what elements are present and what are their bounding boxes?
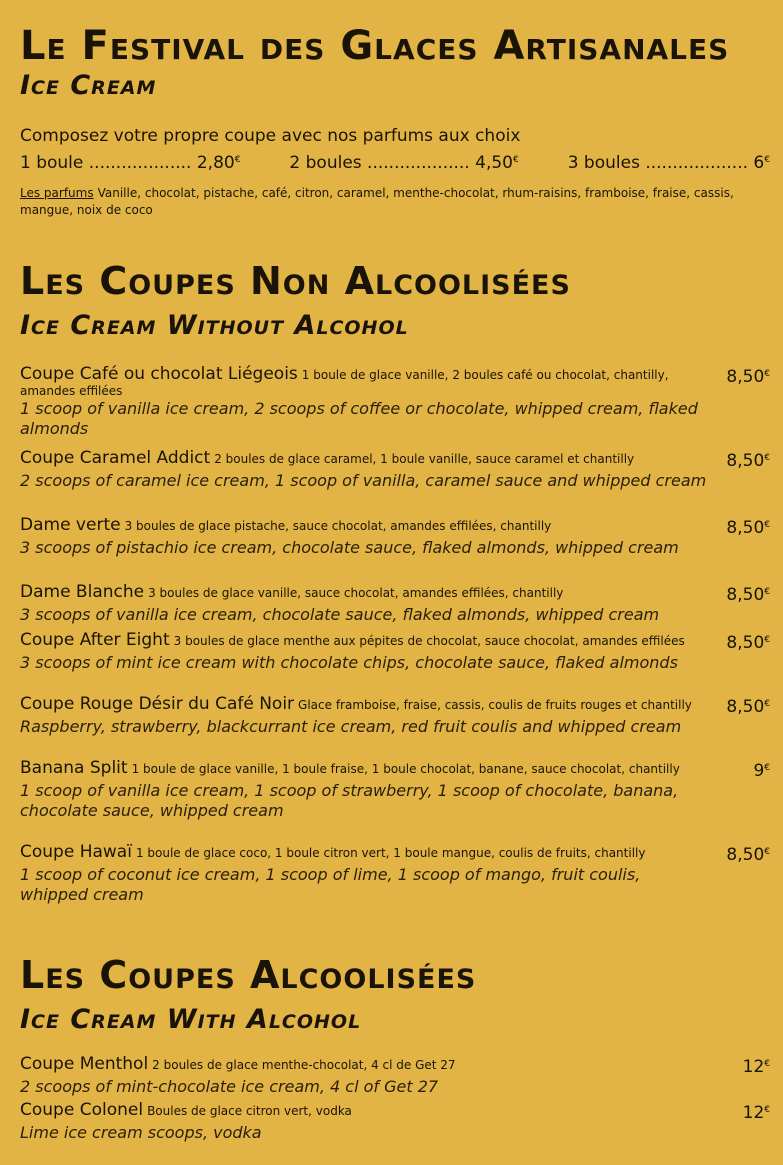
price-three-scoops: 3 boules ................... 6€	[567, 153, 770, 173]
price-one-scoop: 1 boule ................... 2,80€	[20, 153, 241, 173]
section-subtitle: Ice Cream With Alcohol	[20, 1004, 362, 1035]
item-desc: 1 boule de glace vanille, 1 boule fraise, 1 boule chocolat, banane, sauce chocolat, chantilly	[131, 762, 680, 776]
item-desc: 3 boules de glace vanille, sauce chocolat, amandes effilées, chantilly	[148, 586, 564, 600]
item-name: Coupe Caramel Addict	[20, 448, 211, 468]
item-desc: 2 boules de glace menthe-chocolat, 4 cl de Get 27	[152, 1058, 456, 1072]
item-translation: 2 scoops of mint-chocolate ice cream, 4 cl of Get 27	[20, 1077, 439, 1096]
section-alcohol	[20, 953, 770, 1035]
intro-block	[20, 124, 770, 219]
item-price: 8,50€	[726, 633, 770, 653]
item-price: 12€	[742, 1103, 770, 1123]
item-desc: 3 boules de glace menthe aux pépites de chocolat, sauce chocolat, amandes effilées	[173, 634, 685, 648]
item-name: Banana Split	[20, 758, 128, 778]
item-name: Coupe Café ou chocolat Liégeois	[20, 364, 298, 384]
item-price: 12€	[742, 1057, 770, 1077]
item-name: Coupe After Eight	[20, 630, 170, 650]
list-item	[20, 1054, 770, 1100]
item-desc: 3 boules de glace pistache, sauce chocolat, amandes effilées, chantilly	[124, 519, 552, 533]
header	[20, 23, 770, 101]
item-name: Coupe Rouge Désir du Café Noir	[20, 694, 295, 714]
page-title: Le Festival des Glaces Artisanales	[20, 23, 730, 69]
section-title: Les Coupes Non Alcoolisées	[20, 259, 571, 303]
list-item	[20, 448, 770, 515]
item-price: 8,50€	[726, 585, 770, 605]
item-name: Coupe Menthol	[20, 1054, 149, 1074]
section-non-alcohol	[20, 259, 770, 341]
item-translation: 3 scoops of pistachio ice cream, chocolate sauce, flaked almonds, whipped cream	[20, 538, 679, 557]
intro-text: Composez votre propre coupe avec nos parfums aux choix	[20, 126, 521, 146]
list-item	[20, 842, 770, 908]
item-price: 8,50€	[726, 451, 770, 471]
item-price: 9€	[753, 761, 770, 781]
item-price: 8,50€	[726, 697, 770, 717]
list-item	[20, 364, 770, 448]
item-price: 8,50€	[726, 518, 770, 538]
item-price: 8,50€	[726, 367, 770, 387]
alcohol-items	[20, 1054, 770, 1146]
item-name: Coupe Colonel	[20, 1100, 144, 1120]
item-name: Coupe Hawaï	[20, 842, 132, 862]
list-item	[20, 582, 770, 630]
list-item	[20, 694, 770, 758]
item-name: Dame Blanche	[20, 582, 145, 602]
page-subtitle: Ice Cream	[20, 70, 157, 101]
section-subtitle: Ice Cream Without Alcohol	[20, 310, 409, 341]
item-desc: 1 boule de glace coco, 1 boule citron vert, 1 boule mangue, coulis de fruits, chantilly	[135, 846, 646, 860]
item-price: 8,50€	[726, 845, 770, 865]
item-name: Dame verte	[20, 515, 121, 535]
non-alcohol-items	[20, 364, 770, 908]
price-list	[20, 148, 770, 175]
item-desc: 2 boules de glace caramel, 1 boule vanille, sauce caramel et chantilly	[214, 452, 635, 466]
item-translation: 1 scoop of vanilla ice cream, 1 scoop of strawberry, 1 scoop of chocolate, banana, chocolate sauce, whipped cream	[20, 781, 679, 820]
item-translation: 3 scoops of mint ice cream with chocolate chips, chocolate sauce, flaked almonds	[20, 653, 678, 672]
item-translation: 1 scoop of vanilla ice cream, 2 scoops of coffee or chocolate, whipped cream, flaked almonds	[20, 399, 698, 438]
section-title: Les Coupes Alcoolisées	[20, 953, 477, 997]
list-item	[20, 515, 770, 582]
list-item	[20, 1100, 770, 1146]
list-item	[20, 630, 770, 694]
flavours-label: Les parfums	[20, 186, 94, 200]
item-translation: 2 scoops of caramel ice cream, 1 scoop of vanilla, caramel sauce and whipped cream	[20, 471, 707, 490]
item-translation: Lime ice cream scoops, vodka	[20, 1123, 262, 1142]
item-translation: 1 scoop of coconut ice cream, 1 scoop of lime, 1 scoop of mango, fruit coulis, whipped cream	[20, 865, 641, 904]
item-desc: Glace framboise, fraise, cassis, coulis de fruits rouges et chantilly	[298, 698, 692, 712]
item-desc: 1 boule de glace vanille, 2 boules café ou chocolat, chantilly, amandes effilées	[20, 368, 669, 398]
item-translation: Raspberry, strawberry, blackcurrant ice cream, red fruit coulis and whipped cream	[20, 717, 682, 736]
item-desc: Boules de glace citron vert, vodka	[147, 1104, 352, 1118]
flavours-text: Vanille, chocolat, pistache, café, citron, caramel, menthe-chocolat, rhum-raisins, framboise, fraise, cassis, mangue, noix de coco	[20, 186, 734, 217]
flavours-list	[20, 185, 770, 219]
item-translation: 3 scoops of vanilla ice cream, chocolate sauce, flaked almonds, whipped cream	[20, 605, 660, 624]
list-item	[20, 758, 770, 842]
price-two-scoops: 2 boules ................... 4,50€	[289, 153, 519, 173]
